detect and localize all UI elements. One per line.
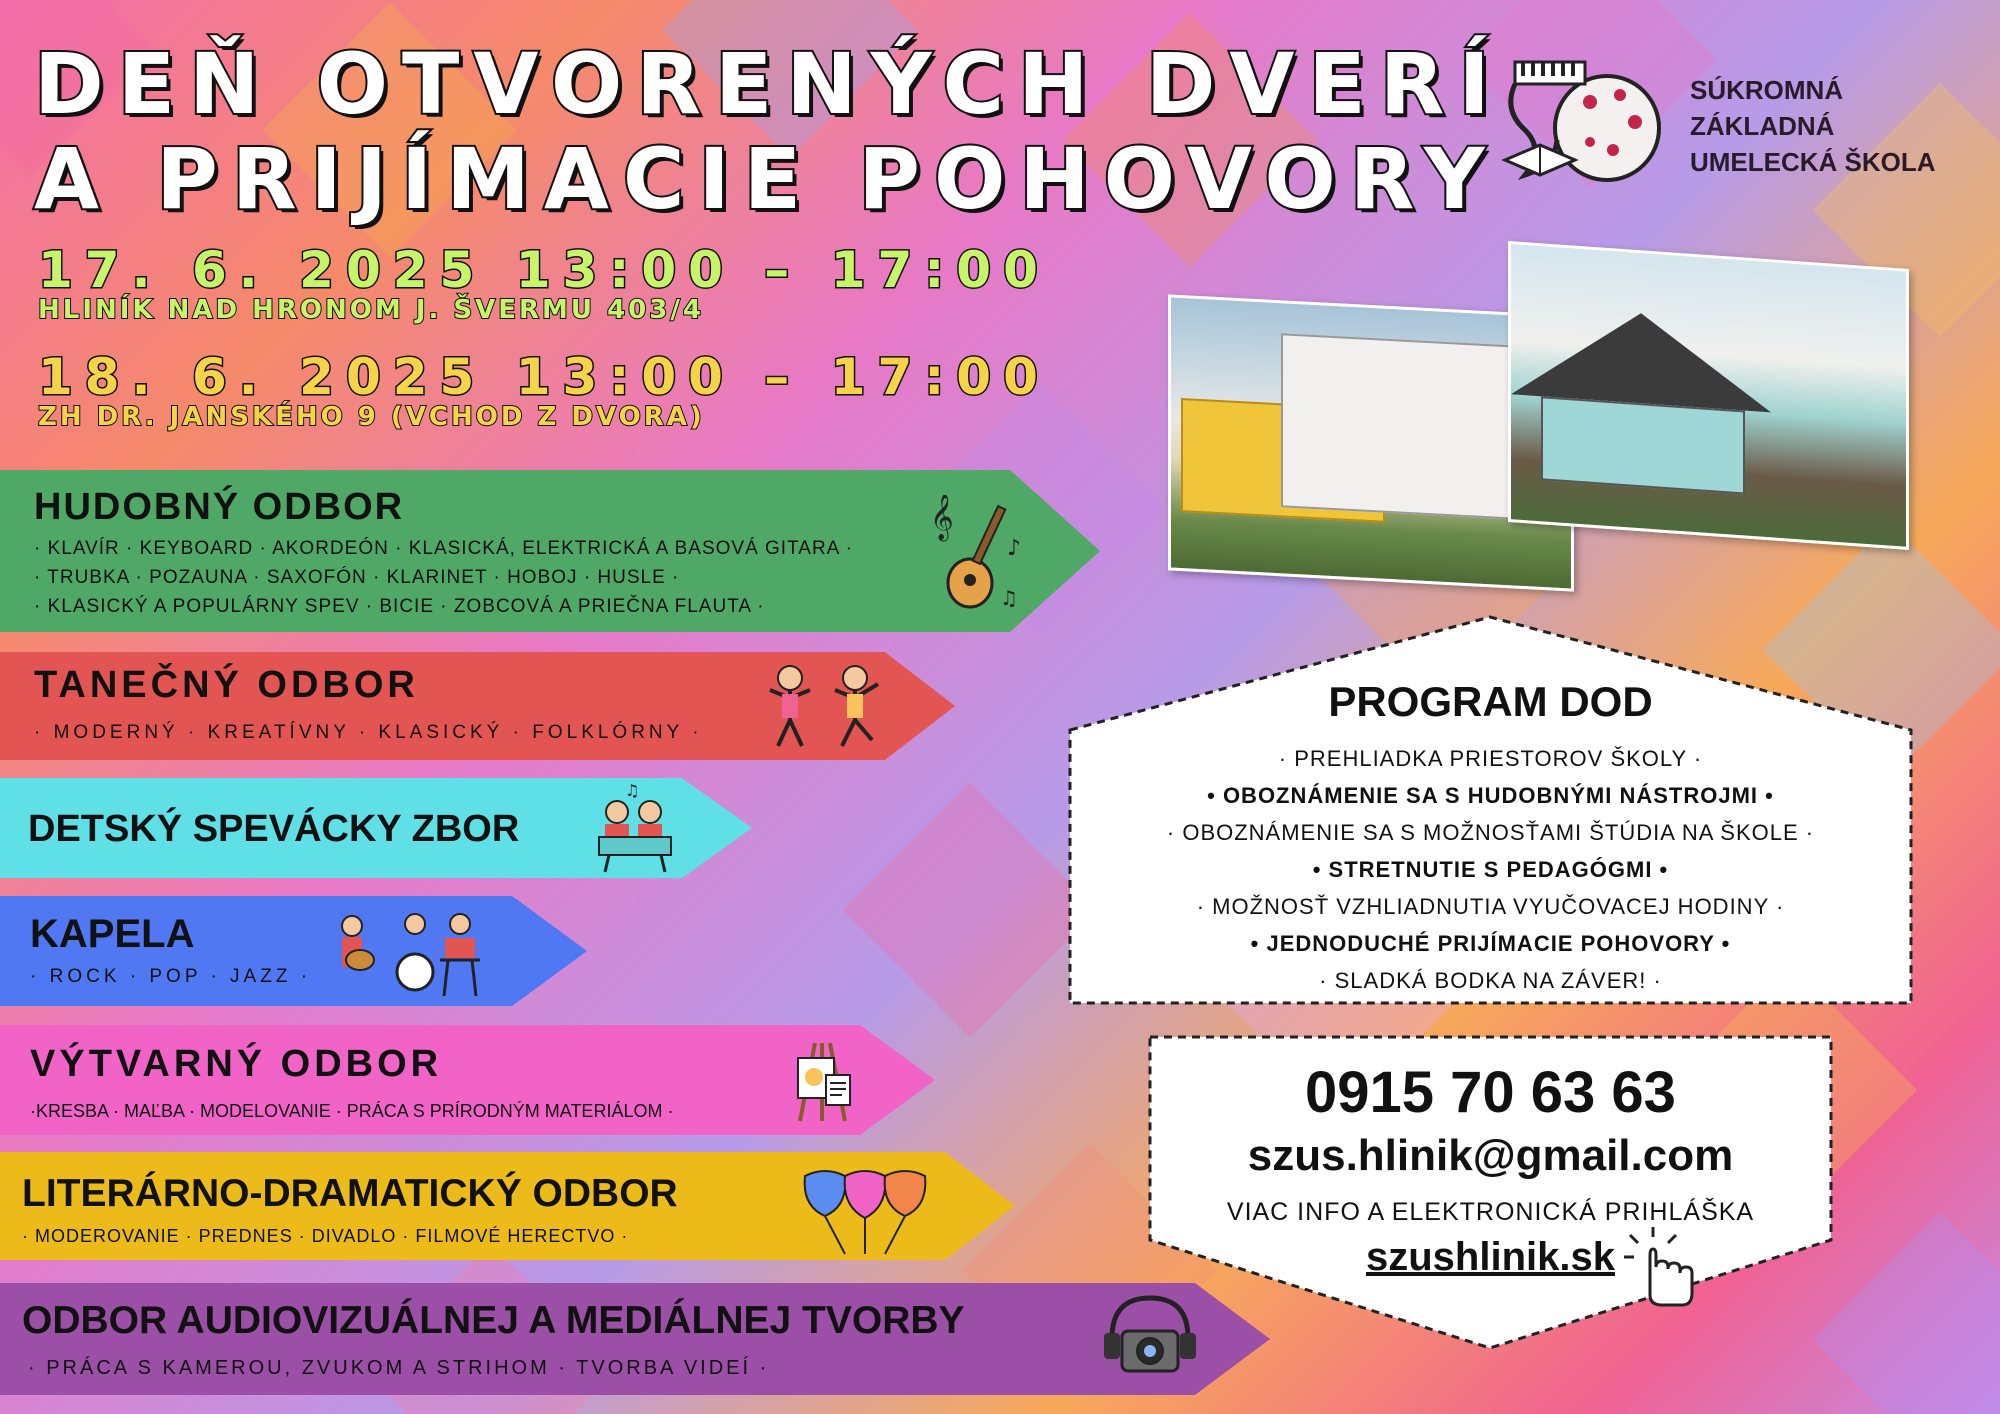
department-media-line-1: · PRÁCA S KAMEROU, ZVUKOM A STRIHOM · TVORBA VIDEÍ · <box>28 1357 770 1379</box>
school-logo-icon <box>1495 50 1665 200</box>
program-item: • STRETNUTIE S PEDAGÓGMI • <box>1312 857 1669 882</box>
singers-icon <box>595 782 675 874</box>
department-drama-line-1: · MODEROVANIE · PREDNES · DIVADLO · FILMOVÉ HERECTVO · <box>22 1226 629 1246</box>
program-box <box>1068 678 1913 999</box>
pointer-click-icon <box>1620 1225 1705 1310</box>
program-item: · MOŽNOSŤ VZHLIADNUTIA VYUČOVACEJ HODINY · <box>1196 894 1785 919</box>
event-2-datetime: 18. 6. 2025 13:00 – 17:00 <box>38 348 1050 406</box>
program-item: · SLADKÁ BODKA NA ZÁVER! · <box>1319 968 1662 993</box>
phone-number[interactable]: 0915 70 63 63 <box>1305 1060 1676 1125</box>
svg-text:♫: ♫ <box>625 782 640 800</box>
department-dance[interactable] <box>0 652 955 760</box>
department-music-line-3: · KLASICKÝ A POPULÁRNY SPEV · BICIE · ZOBCOVÁ A PRIEČNA FLAUTA · <box>34 596 765 617</box>
dancers-icon <box>760 660 890 752</box>
school-name-line-3: UMELECKÁ ŠKOLA <box>1690 147 1936 177</box>
program-item: · OBOZNÁMENIE SA S MOŽNOSŤAMI ŠTÚDIA NA ŠKOLE · <box>1166 820 1815 845</box>
contact-info-text: VIAC INFO A ELEKTRONICKÁ PRIHLÁŠKA <box>1226 1198 1755 1226</box>
department-music-title: HUDOBNÝ ODBOR <box>34 486 405 528</box>
school-name-line-1: SÚKROMNÁ <box>1690 75 1844 105</box>
school-name <box>1690 72 1936 180</box>
school-name-line-2: ZÁKLADNÁ <box>1690 111 1835 141</box>
department-art-title: VÝTVARNÝ ODBOR <box>30 1043 443 1085</box>
easel-icon <box>790 1033 855 1125</box>
department-dance-line-1: · MODERNÝ · KREATÍVNY · KLASICKÝ · FOLKLÓRNY · <box>34 722 703 743</box>
event-1-datetime: 17. 6. 2025 13:00 – 17:00 <box>38 241 1050 299</box>
department-band-title: KAPELA <box>30 912 195 956</box>
department-art[interactable] <box>0 1025 935 1135</box>
event-1-address: HLINÍK NAD HRONOM J. ŠVERMU 403/4 <box>38 295 704 325</box>
svg-text:𝄞: 𝄞 <box>930 495 954 540</box>
title-line-2: A PRIJÍMACIE POHOVORY <box>34 130 1499 228</box>
department-choir-title: DETSKÝ SPEVÁCKY ZBOR <box>28 808 520 850</box>
department-music[interactable] <box>0 470 1100 632</box>
website-link[interactable]: szushlinik.sk <box>1366 1235 1615 1279</box>
department-drama[interactable] <box>0 1152 1015 1260</box>
department-media[interactable] <box>0 1283 1270 1395</box>
program-item: • OBOZNÁMENIE SA S HUDOBNÝMI NÁSTROJMI • <box>1207 783 1774 808</box>
department-dance-title: TANEČNÝ ODBOR <box>34 664 419 706</box>
department-band[interactable] <box>0 896 587 1006</box>
contact-box <box>1148 1058 1833 1282</box>
band-icon <box>330 910 490 998</box>
department-media-title: ODBOR AUDIOVIZUÁLNEJ A MEDIÁLNEJ TVORBY <box>22 1299 965 1342</box>
svg-text:♪: ♪ <box>1007 536 1022 561</box>
department-band-line-1: · ROCK · POP · JAZZ · <box>30 966 312 987</box>
department-art-line-1: ·KRESBA · MAĽBA · MODELOVANIE · PRÁCA S PRÍRODNÝM MATERIÁLOM · <box>30 1101 674 1121</box>
program-title: PROGRAM DOD <box>1328 678 1653 725</box>
department-drama-title: LITERÁRNO-DRAMATICKÝ ODBOR <box>22 1172 678 1215</box>
school-building-photo-2 <box>1508 241 1909 550</box>
email-link[interactable]: szus.hlinik@gmail.com <box>1247 1131 1734 1180</box>
department-music-line-2: · TRUBKA · POZAUNA · SAXOFÓN · KLARINET · HOBOJ · HUSLE · <box>34 567 680 588</box>
svg-text:♫: ♫ <box>1000 586 1018 610</box>
department-music-line-1: · KLAVÍR · KEYBOARD · AKORDEÓN · KLASICKÁ, ELEKTRICKÁ A BASOVÁ GITARA · <box>34 538 853 559</box>
event-2-address: ZH DR. JANSKÉHO 9 (VCHOD Z DVORA) <box>38 402 705 432</box>
program-item: • JEDNODUCHÉ PRIJÍMACIE POHOVORY • <box>1250 931 1731 956</box>
department-choir[interactable] <box>0 778 752 878</box>
program-item: · PREHLIADKA PRIESTOROV ŠKOLY · <box>1278 746 1703 771</box>
title-line-1: DEŇ OTVORENÝCH DVERÍ <box>34 35 1504 133</box>
theater-masks-icon <box>800 1166 930 1256</box>
guitar-icon <box>925 495 1030 615</box>
